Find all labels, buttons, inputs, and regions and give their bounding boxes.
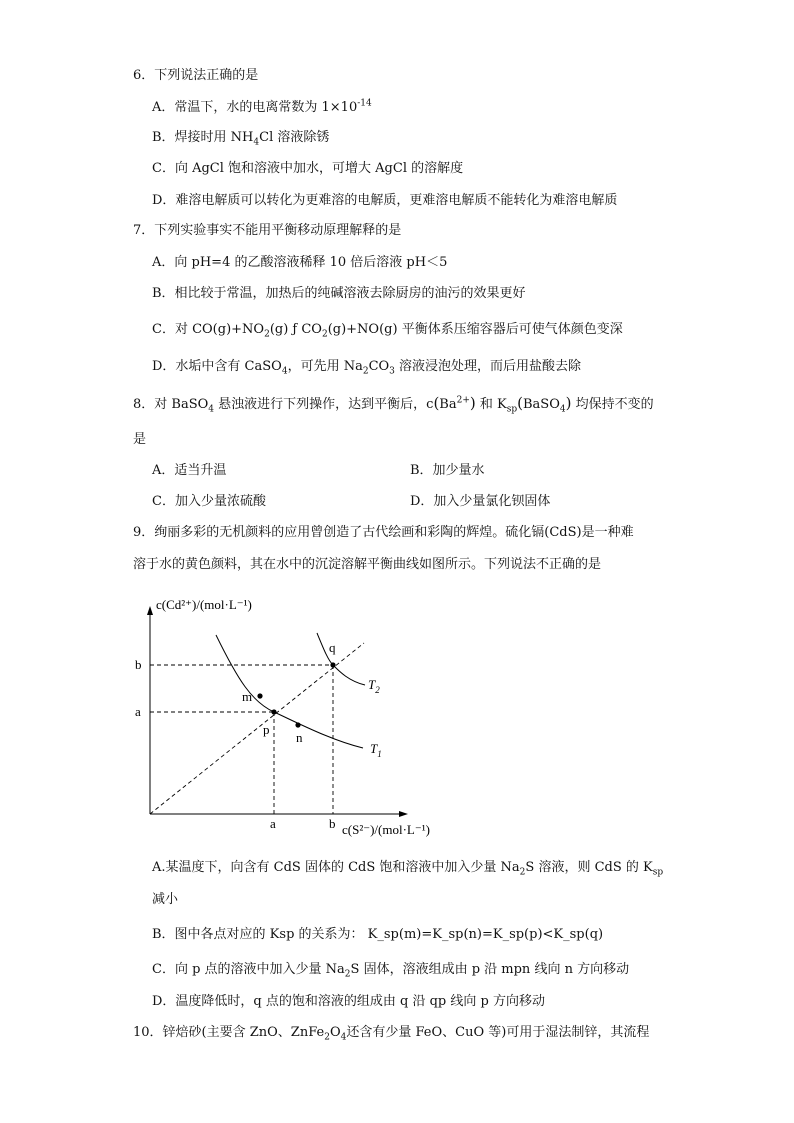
ksp-relation: K_sp(m)=K_sp(n)=K_sp(p)<K_sp(q) bbox=[367, 927, 604, 942]
question-6-option-a: A．常温下，水的电离常数为 $1\times 10^{-14}$ bbox=[152, 98, 372, 115]
x-axis-arrow bbox=[399, 811, 408, 817]
y-tick-a: a bbox=[135, 704, 141, 719]
question-9-stem-continued: 溶于水的黄色颜料，其在水中的沉淀溶解平衡曲线如图所示。下列说法不正确的是 bbox=[133, 557, 602, 572]
question-8-option-b: B．加少量水 bbox=[410, 463, 485, 478]
question-7-stem: 7．下列实验事实不能用平衡移动原理解释的是 bbox=[133, 223, 402, 238]
point-q bbox=[330, 662, 335, 667]
y-axis-arrow bbox=[147, 606, 153, 615]
question-6-option-c: C．向 AgCl 饱和溶液中加水，可增大 AgCl 的溶解度 bbox=[152, 161, 464, 176]
curve-t1 bbox=[216, 635, 363, 748]
solubility-equilibrium-figure bbox=[120, 588, 460, 838]
question-6-option-d: D．难溶电解质可以转化为更难溶的电解质，更难溶电解质不能转化为难溶电解质 bbox=[152, 193, 618, 208]
question-10-stem: 10．锌焙砂(主要含 ZnO、$ZnFe_2O_4$还含有少量 FeO、CuO 等)可用于湿法制锌，其流程 bbox=[133, 1025, 650, 1043]
question-9-stem: 9．绚丽多彩的无机颜料的应用曾创造了古代绘画和彩陶的辉煌。硫化镉(CdS)是一种难 bbox=[133, 525, 634, 540]
question-8-stem: 8．对 BaSO$_4$ 悬浊液进行下列操作，达到平衡后，$c(Ba^{2+})$ 和 $K_{sp}(BaSO_4)$ 均保持不变的 bbox=[133, 394, 654, 415]
question-9-option-a-continued: 减小 bbox=[152, 892, 179, 907]
question-9-option-b: B．图中各点对应的 Ksp 的关系为： K_sp(m)=K_sp(n)=K_sp(p)<K_sp(q) bbox=[152, 927, 604, 942]
point-m bbox=[257, 693, 262, 698]
question-9-option-d: D．温度降低时，q 点的饱和溶液的组成由 q 沿 qp 线向 p 方向移动 bbox=[152, 994, 545, 1009]
label-t1: $T_1$ bbox=[370, 741, 382, 759]
label-m: m bbox=[242, 689, 253, 704]
question-9-option-c: C．向 p 点的溶液中加入少量 $Na_2S$ 固体，溶液组成由 p 沿 mpn 线向 n 方向移动 bbox=[152, 962, 630, 980]
question-8-option-d: D．加入少量氯化钡固体 bbox=[410, 494, 551, 509]
label-n: n bbox=[296, 730, 303, 745]
point-n bbox=[295, 722, 300, 727]
x-axis-label: c(S²⁻)/(mol·L⁻¹) bbox=[342, 822, 430, 837]
label-q: q bbox=[329, 640, 336, 655]
question-6-stem: 6．下列说法正确的是 bbox=[133, 68, 259, 83]
y-tick-b: b bbox=[135, 657, 142, 672]
diagonal-dashed-line bbox=[150, 643, 364, 814]
curve-t2 bbox=[317, 633, 365, 685]
question-8-option-a: A．适当升温 bbox=[152, 463, 227, 478]
question-7-option-b: B．相比较于常温，加热后的纯碱溶液去除厨房的油污的效果更好 bbox=[152, 286, 526, 301]
x-tick-b: b bbox=[329, 816, 336, 831]
question-8-option-c: C．加入少量浓硫酸 bbox=[152, 494, 266, 509]
question-8-stem-continued: 是 bbox=[133, 432, 147, 447]
question-7-option-c: C．对 $CO(g)+NO_2(g)$ ƒ $CO_2(g)+NO(g)$ 平衡体系压缩容器后可使气体颜色变深 bbox=[152, 322, 623, 340]
question-7-option-d: D．水垢中含有 CaSO$_4$，可先用 $Na_2CO_3$ 溶液浸泡处理，而后用盐酸去除 bbox=[152, 359, 582, 377]
question-9-option-a: A.某温度下，向含有 CdS 固体的 CdS 饱和溶液中加入少量 $Na_2S$ 溶液，则 CdS 的 $K_{sp}$ bbox=[152, 860, 664, 878]
x-tick-a: a bbox=[270, 816, 276, 831]
label-p: p bbox=[263, 722, 270, 737]
point-p bbox=[271, 709, 276, 714]
question-6-option-b: B．焊接时用 $NH_4Cl$ 溶液除锈 bbox=[152, 130, 330, 148]
question-7-option-a: A．向 pH=4 的乙酸溶液稀释 10 倍后溶液 pH＜5 bbox=[152, 255, 448, 270]
label-t2: $T_2$ bbox=[368, 677, 380, 695]
y-axis-label: c(Cd²⁺)/(mol·L⁻¹) bbox=[156, 597, 252, 612]
